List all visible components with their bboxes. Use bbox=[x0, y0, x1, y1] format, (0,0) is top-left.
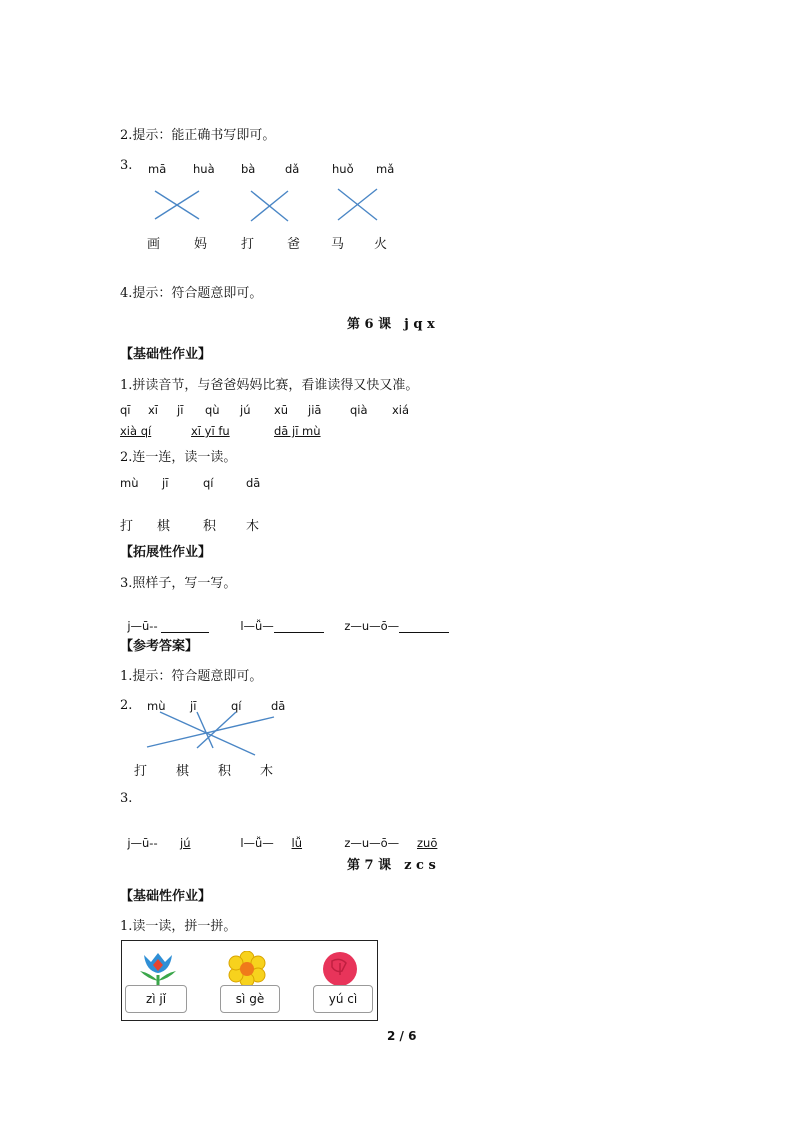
pinyin-label: mǎ bbox=[376, 162, 395, 176]
pinyin-label: dǎ bbox=[285, 162, 300, 176]
fill-answer: zuō bbox=[417, 836, 438, 850]
syllable: jī bbox=[177, 403, 184, 417]
hanzi-label: 打 bbox=[120, 519, 134, 534]
hanzi-label: 打 bbox=[241, 237, 255, 252]
pinyin-label: huǒ bbox=[332, 162, 354, 176]
pinyin-label: mù bbox=[120, 476, 139, 490]
fill-blank[interactable] bbox=[399, 620, 449, 633]
reference-answer-heading: 【参考答案】 bbox=[120, 639, 199, 654]
hanzi-label: 马 bbox=[331, 237, 345, 252]
pinyin-label: jī bbox=[162, 476, 169, 490]
question-3: 3.照样子，写一写。 bbox=[120, 576, 237, 591]
lesson-6-title: 第 6 课 j q x bbox=[347, 317, 435, 332]
fill-item-prompt: l—ǚ— bbox=[240, 836, 274, 850]
fill-item-prompt: z—u—ō— bbox=[344, 836, 400, 850]
pinyin-label: huà bbox=[193, 162, 215, 176]
hanzi-label: 木 bbox=[246, 519, 260, 534]
hanzi-label: 火 bbox=[374, 237, 388, 252]
hanzi-label: 妈 bbox=[194, 237, 208, 252]
answer-1: 1.提示：符合题意即可。 bbox=[120, 669, 263, 684]
hanzi-label: 爸 bbox=[287, 237, 301, 252]
answer-item-2: 2.提示：能正确书写即可。 bbox=[120, 128, 276, 143]
fill-blank[interactable] bbox=[161, 620, 209, 633]
hanzi-label: 打 bbox=[134, 764, 148, 779]
answer-2-number: 2. bbox=[120, 698, 133, 713]
answer-fill-item bbox=[120, 822, 209, 850]
syllable: xī bbox=[148, 403, 159, 417]
phrase: xī yī fu bbox=[191, 424, 230, 438]
fill-item-prompt: z—u—ō— bbox=[344, 619, 400, 633]
hanzi-label: 积 bbox=[218, 764, 232, 779]
fill-blank[interactable] bbox=[274, 620, 324, 633]
fill-answer: jú bbox=[180, 836, 191, 850]
pinyin-card: yú cì bbox=[313, 985, 373, 1013]
hanzi-label: 棋 bbox=[157, 519, 171, 534]
basic-homework-heading: 【基础性作业】 bbox=[120, 889, 212, 904]
phrase: dā jī mù bbox=[274, 424, 321, 438]
pinyin-label: qí bbox=[203, 476, 214, 490]
syllable: qù bbox=[205, 403, 220, 417]
hanzi-label: 积 bbox=[203, 519, 217, 534]
syllable: jú bbox=[240, 403, 251, 417]
answer-item-3-number: 3. bbox=[120, 158, 133, 173]
pinyin-label: mù bbox=[147, 699, 166, 713]
syllable: xū bbox=[274, 403, 289, 417]
fill-answer: lǚ bbox=[291, 836, 303, 850]
fill-item-prompt: l—ǚ— bbox=[240, 619, 274, 633]
fill-item-prompt: j—ū-- bbox=[127, 836, 162, 850]
syllable: xiá bbox=[392, 403, 410, 417]
extension-homework-heading: 【拓展性作业】 bbox=[120, 545, 212, 560]
pinyin-label: dā bbox=[246, 476, 261, 490]
answer-fill-item bbox=[233, 822, 320, 850]
fill-item bbox=[337, 605, 449, 633]
hanzi-label: 棋 bbox=[176, 764, 190, 779]
pinyin-label: mā bbox=[148, 162, 167, 176]
syllable: qià bbox=[350, 403, 368, 417]
lesson-7-title: 第 7 课 z c s bbox=[347, 858, 436, 873]
question-1: 1.读一读，拼一拼。 bbox=[120, 919, 237, 934]
fill-item bbox=[120, 605, 209, 633]
pinyin-card: zì jǐ bbox=[125, 985, 187, 1013]
pinyin-label: jī bbox=[190, 699, 197, 713]
sunflower-icon bbox=[223, 951, 271, 987]
phrase: xià qí bbox=[120, 424, 152, 438]
syllable: qī bbox=[120, 403, 131, 417]
page-number: 2 / 6 bbox=[387, 1029, 417, 1043]
picture-card-panel bbox=[121, 940, 378, 1021]
fill-item-prompt: j—ū-- bbox=[127, 619, 162, 633]
match-line bbox=[160, 712, 255, 755]
basic-homework-heading: 【基础性作业】 bbox=[120, 347, 212, 362]
pinyin-label: qí bbox=[231, 699, 242, 713]
syllable: jiā bbox=[308, 403, 322, 417]
answer-3-number: 3. bbox=[120, 791, 133, 806]
hanzi-label: 画 bbox=[147, 237, 161, 252]
question-1: 1.拼读音节，与爸爸妈妈比赛，看谁读得又快又准。 bbox=[120, 378, 419, 393]
question-2: 2.连一连，读一读。 bbox=[120, 450, 237, 465]
fill-item bbox=[233, 605, 324, 633]
hanzi-label: 木 bbox=[260, 764, 274, 779]
answer-item-4: 4.提示：符合题意即可。 bbox=[120, 286, 263, 301]
flower-icon bbox=[320, 949, 360, 989]
answer-fill-item bbox=[337, 822, 455, 850]
pinyin-label: dā bbox=[271, 699, 286, 713]
pinyin-label: bà bbox=[241, 162, 256, 176]
pinyin-card: sì gè bbox=[220, 985, 280, 1013]
